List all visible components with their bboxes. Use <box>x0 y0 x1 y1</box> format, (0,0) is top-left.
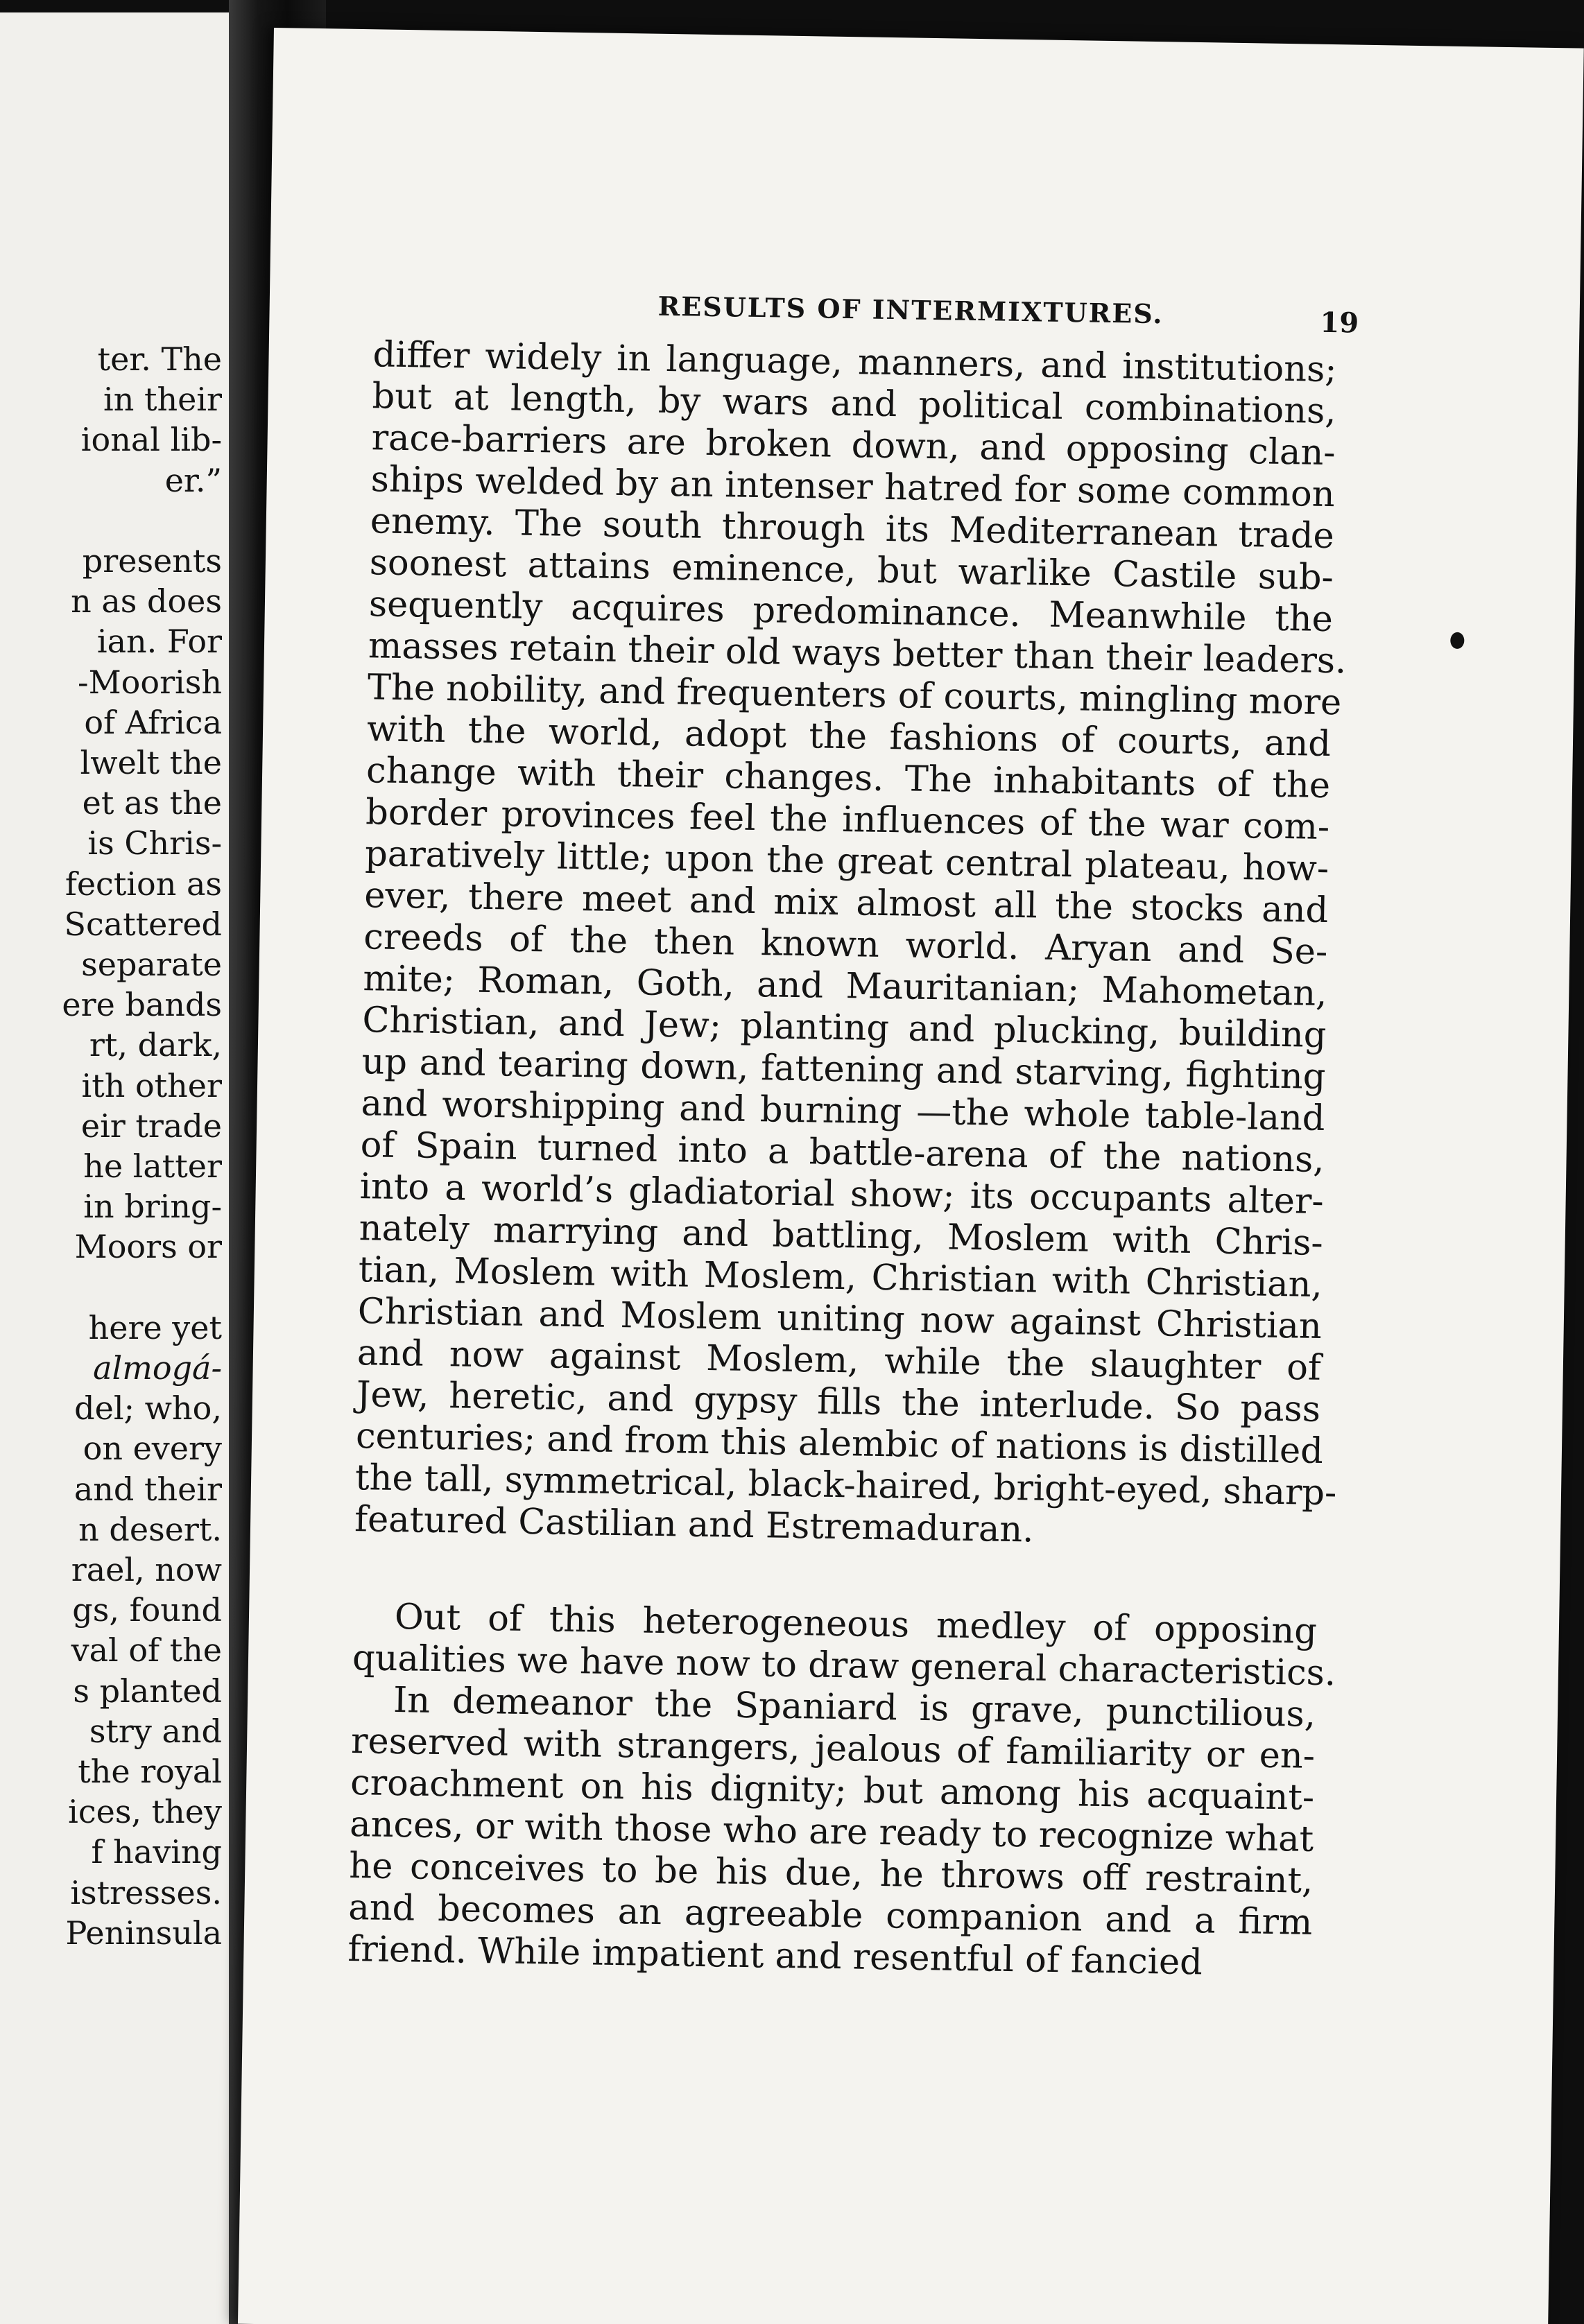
facing-page-fragment: rael, now <box>71 1551 222 1588</box>
text-line: border provinces feel the influences of the war com- <box>365 792 1330 849</box>
text-line: he conceives to be his due, he throws off restraint, <box>348 1846 1314 1902</box>
facing-page-fragment: Peninsula <box>65 1914 222 1952</box>
page-number: 19 <box>1320 306 1359 340</box>
text-line: paratively little; upon the great central plateau, how- <box>364 833 1329 890</box>
facing-page-fragment: stry and <box>89 1712 222 1750</box>
text-line: differ widely in language, manners, and institutions; <box>372 334 1337 391</box>
facing-page-fragment: separate <box>81 946 222 983</box>
facing-page-fragment: he latter <box>83 1147 222 1185</box>
facing-page-fragment: val of the <box>71 1631 222 1670</box>
facing-page-fragment: of Africa <box>84 703 222 741</box>
text-line: centuries; and from this alembic of nations is distilled <box>355 1416 1324 1473</box>
text-line: nately marrying and battling, Moslem with Chris- <box>359 1208 1324 1264</box>
text-line: Christian, and Jew; planting and plucking, building <box>362 1000 1327 1057</box>
facing-page-fragment: Scattered <box>64 905 222 943</box>
text-line: mite; Roman, Goth, and Mauritanian; Mahometan, <box>363 958 1327 1015</box>
text-line: and now against Moslem, while the slaughter of <box>356 1333 1322 1389</box>
facing-page-fragment: er.” <box>164 461 222 499</box>
facing-page-fragment: lwelt the <box>80 744 222 781</box>
facing-page-fragment: Moors or <box>74 1228 222 1266</box>
main-page <box>238 28 1584 2324</box>
facing-page-fragment: fection as <box>64 865 222 903</box>
facing-page-fragment: n desert. <box>78 1510 222 1548</box>
facing-page-fragment: -Moorish <box>78 663 222 701</box>
facing-page-fragment: almogá- <box>93 1349 222 1387</box>
facing-page-fragment: ional lib- <box>80 421 222 459</box>
facing-page-fragment: ian. For <box>96 623 222 661</box>
text-line: enemy. The south through its Mediterranean trade <box>370 501 1335 557</box>
facing-page <box>0 12 229 2324</box>
text-line: change with their changes. The inhabitants of the <box>365 750 1331 807</box>
text-line: ever, there meet and mix almost all the stocks and <box>363 875 1329 932</box>
text-line: ships welded by an intenser hatred for some common <box>370 459 1336 516</box>
facing-page-fragment: ere bands <box>62 986 222 1024</box>
facing-page-fragment: ices, they <box>68 1793 222 1831</box>
facing-page-fragment: in their <box>103 381 222 419</box>
facing-page-fragment: rt, dark, <box>89 1026 222 1064</box>
text-line: friend. While impatient and resentful of fancied <box>347 1929 1203 1984</box>
facing-page-fragment: n as does <box>71 582 222 621</box>
facing-page-fragment: eir trade <box>80 1107 222 1145</box>
running-head: RESULTS OF INTERMIXTURES. <box>657 290 1164 330</box>
text-line: Christian and Moslem uniting now against Christian <box>357 1291 1323 1347</box>
facing-page-fragment: gs, found <box>72 1591 222 1629</box>
text-line: In demeanor the Spaniard is grave, punctilious, <box>393 1680 1316 1735</box>
text-line: into a world’s gladiatorial show; its occupants alter- <box>359 1166 1325 1222</box>
facing-page-fragment: del; who, <box>74 1389 222 1428</box>
text-line: race-barriers are broken down, and opposing clan- <box>371 417 1336 474</box>
facing-page-fragment: f having <box>91 1833 222 1871</box>
text-line: croachment on his dignity; but among his acquaint- <box>350 1762 1315 1819</box>
text-line: with the world, adopt the fashions of courts, and <box>366 709 1332 765</box>
text-line: of Spain turned into a battle-arena of the nations, <box>360 1125 1325 1181</box>
body-text <box>347 334 1347 1986</box>
facing-page-fragment: here yet <box>88 1308 222 1346</box>
text-line: up and tearing down, fattening and starving, fighting <box>361 1041 1326 1098</box>
text-line: creeds of the then known world. Aryan and Se- <box>363 917 1328 973</box>
text-line: featured Castilian and Estremaduran. <box>354 1499 1034 1551</box>
text-line: tian, Moslem with Moslem, Christian with Christian, <box>358 1249 1323 1306</box>
text-line: Out of this heterogeneous medley of opposing <box>394 1597 1318 1652</box>
facing-page-fragment: istresses. <box>70 1873 222 1911</box>
text-line: ances, or with those who are ready to recognize what <box>349 1804 1314 1860</box>
text-line: and worshipping and burning —the whole table-land <box>361 1083 1325 1139</box>
ink-mark <box>1450 632 1464 649</box>
facing-page-fragment: in bring- <box>83 1188 222 1226</box>
text-line: Jew, heretic, and gypsy fills the interlude. So pass <box>356 1374 1321 1430</box>
text-line: sequently acquires predominance. Meanwhile the <box>368 584 1334 641</box>
text-line: and becomes an agreeable companion and a firm <box>347 1887 1313 1943</box>
text-line: the tall, symmetrical, black-haired, bright-eyed, sharp- <box>354 1457 1337 1514</box>
text-line: qualities we have now to draw general characteristics. <box>352 1638 1336 1694</box>
facing-page-fragment: the royal <box>78 1753 222 1790</box>
text-line: but at length, by wars and political combinations, <box>372 376 1336 433</box>
facing-page-fragment: ith other <box>81 1066 222 1104</box>
facing-page-fragment: ter. The <box>97 340 222 378</box>
facing-page-fragment: s planted <box>73 1672 222 1710</box>
text-line: soonest attains eminence, but warlike Castile sub- <box>369 542 1334 599</box>
text-line: The nobility, and frequenters of courts, mingling more <box>367 667 1342 724</box>
text-line: masses retain their old ways better than their leaders. <box>368 625 1347 682</box>
facing-page-fragment: on every <box>83 1430 222 1468</box>
text-line: reserved with strangers, jealous of familiarity or en- <box>350 1721 1316 1777</box>
facing-page-fragment: presents <box>82 542 222 580</box>
facing-page-fragment: is Chris- <box>87 824 222 862</box>
facing-page-fragment: et as the <box>82 784 222 822</box>
facing-page-fragment: and their <box>74 1470 222 1508</box>
